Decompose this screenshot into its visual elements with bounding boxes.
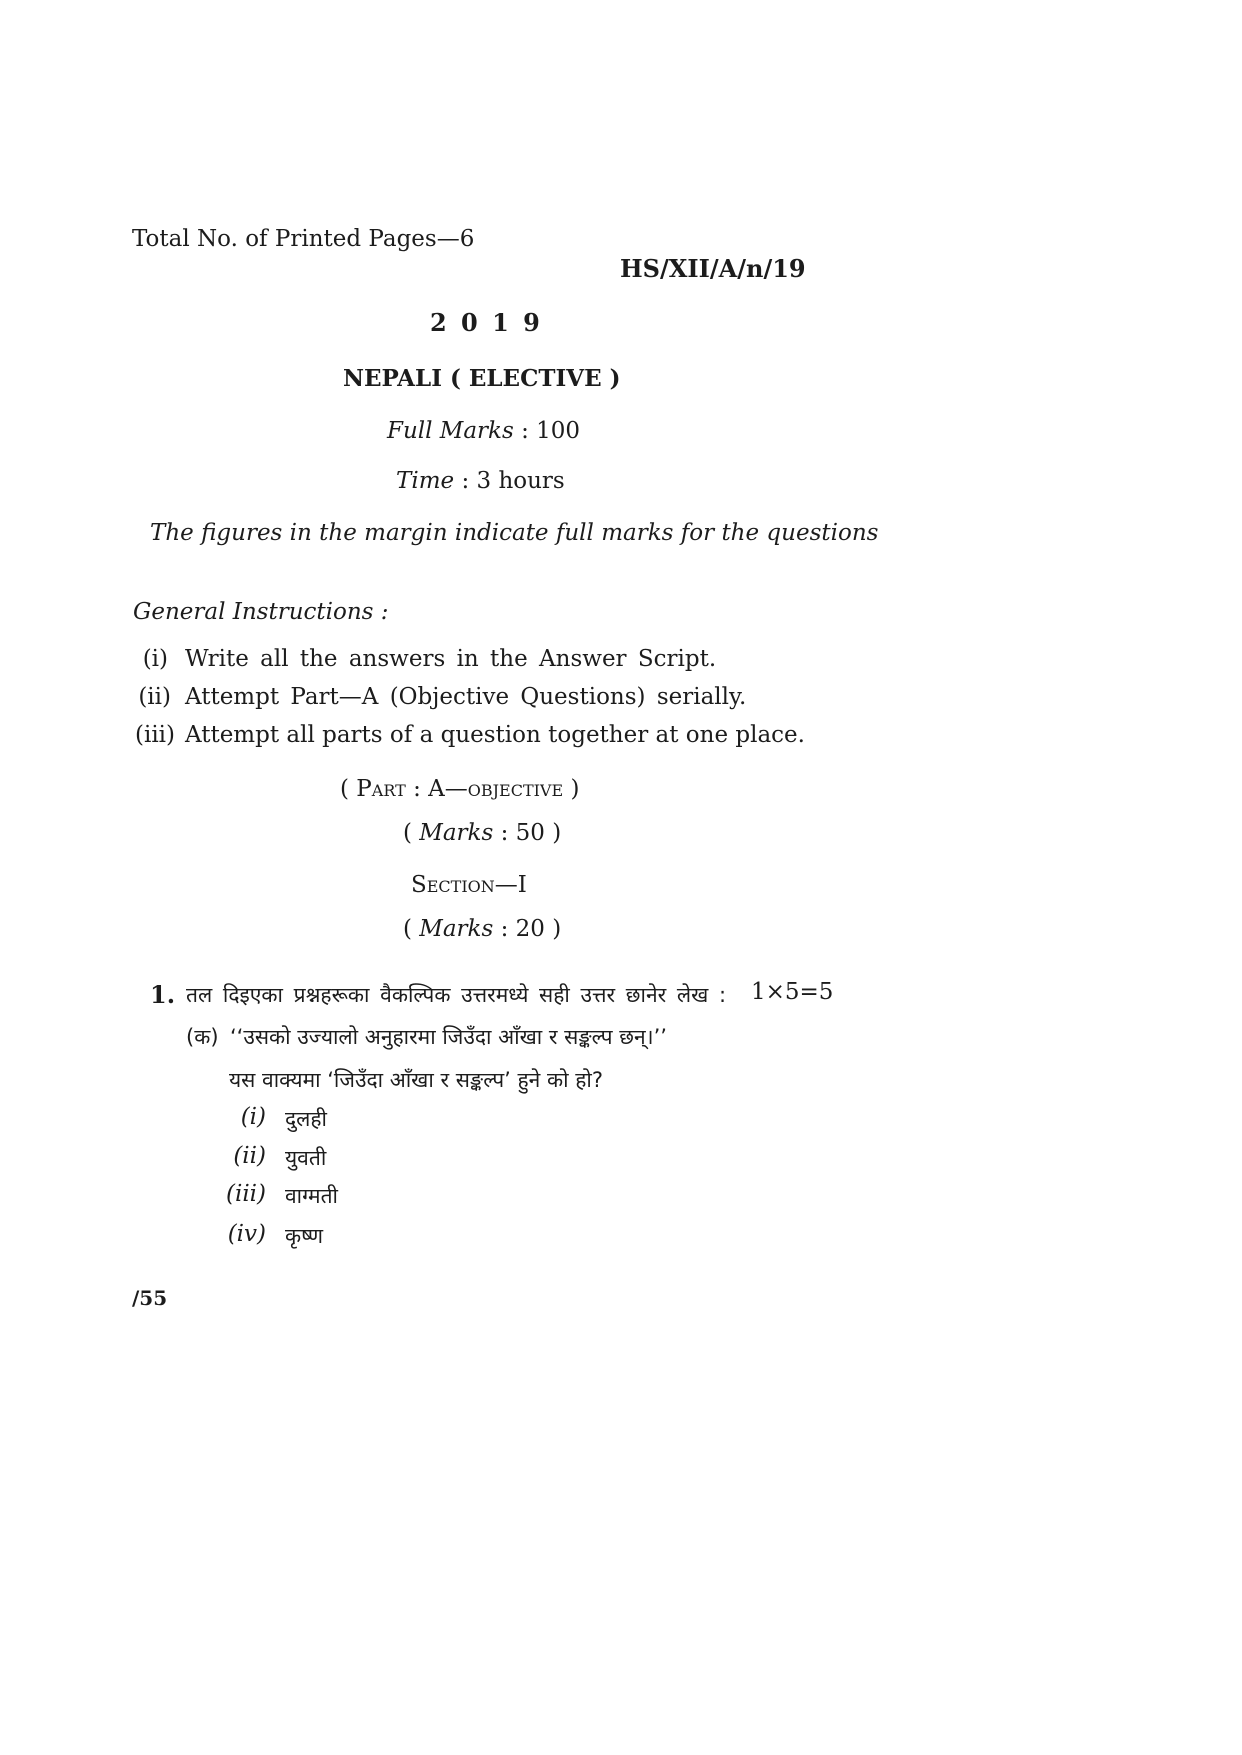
part-marks [403,820,561,846]
full-marks-label: Full Marks [387,418,514,444]
option-number: (i) [240,1104,266,1130]
part-marks-label: Marks [419,820,494,846]
option-text: कृष्ण [285,1224,324,1248]
option-text: युवती [285,1146,327,1170]
instruction-number: (i) [142,646,168,672]
sub-question-label: (क) [186,1025,219,1049]
time-label: Time [396,468,455,494]
question-text: तल दिइएका प्रश्नहरूका वैकल्पिक उत्तरमध्ये सही उत्तर छानेर लेख : [186,983,727,1007]
option-number: (iii) [225,1181,266,1207]
option-text: दुलही [285,1107,327,1131]
section-title: Section—I [411,872,527,898]
instruction-text: Write all the answers in the Answer Script. [185,646,717,672]
margin-note: The figures in the margin indicate full marks for the questions [150,520,879,546]
option-text: वाग्मती [285,1184,338,1208]
part-marks-value: : 50 ) [500,820,562,846]
exam-year: 2 0 1 9 [430,308,543,337]
instruction-text: Attempt all parts of a question together at one place. [185,722,805,748]
section-marks-value: : 20 ) [500,916,562,942]
instruction-number: (iii) [134,722,175,748]
instruction-number: (ii) [138,684,171,710]
question-marks: 1×5=5 [751,979,834,1005]
question-number: 1. [150,980,176,1009]
open-paren: ( [403,916,412,942]
instructions-heading: General Instructions : [133,599,389,625]
option-number: (ii) [233,1143,266,1169]
option-number: (iv) [227,1221,266,1247]
full-marks-value: : 100 [521,418,581,444]
sub-question-quote: ‘‘उसको उज्यालो अनुहारमा जिउँदा आँखा र सङ्कल्प छन्।’’ [230,1025,667,1049]
sub-question-text: यस वाक्यमा ‘जिउँदा आँखा र सङ्कल्प’ हुने को हो? [229,1068,603,1092]
part-title: ( Part : A—objective ) [340,776,580,802]
time-allowed [396,468,565,494]
section-marks [403,916,561,942]
subject-title: NEPALI ( ELECTIVE ) [343,365,621,392]
section-marks-label: Marks [419,916,494,942]
printed-pages-note: Total No. of Printed Pages—6 [132,226,475,252]
instruction-text: Attempt Part—A (Objective Questions) serially. [185,684,747,710]
full-marks [387,418,580,444]
time-value: : 3 hours [461,468,565,494]
page-code: /55 [132,1286,168,1310]
paper-code: HS/XII/A/n/19 [620,254,806,283]
open-paren: ( [403,820,412,846]
